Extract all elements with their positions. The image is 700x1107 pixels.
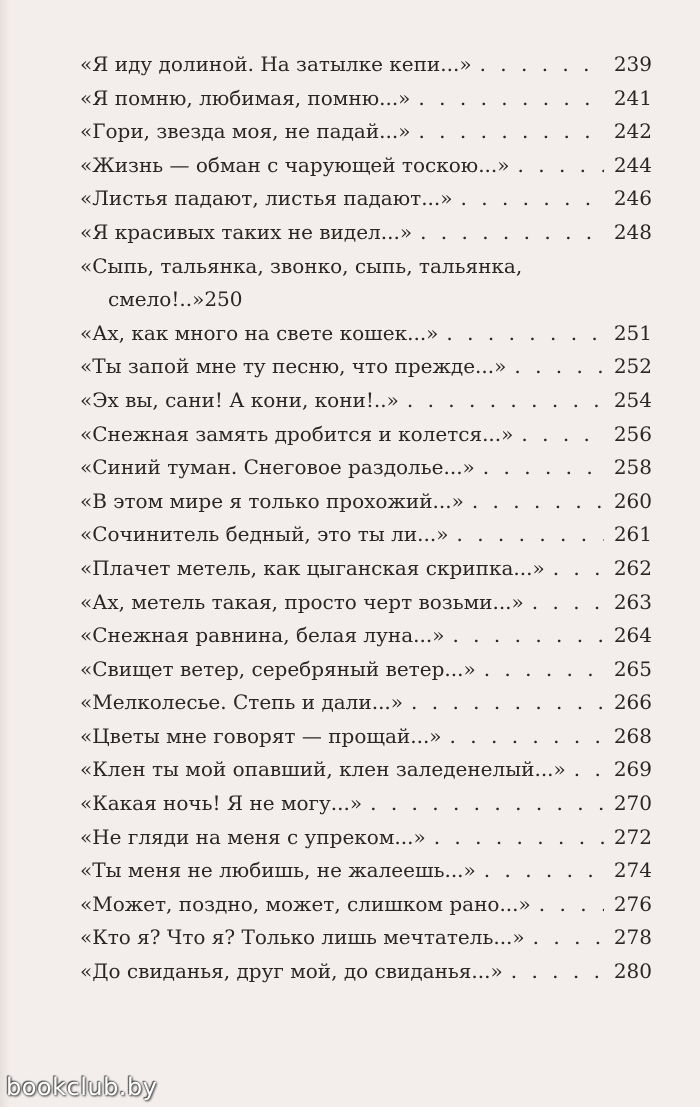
toc-entry-page: 280 — [613, 959, 652, 984]
toc-entry-page: 244 — [613, 152, 652, 177]
dot-leader — [480, 48, 604, 82]
toc-entry — [80, 854, 652, 888]
toc-entry-title: «Не гляди на меня с упреком...» — [80, 824, 426, 849]
toc-entry — [80, 787, 652, 821]
toc-entry — [80, 552, 652, 586]
toc-entry-title: «Ах, метель такая, просто черт возьми...» — [80, 589, 524, 614]
toc-entry — [80, 888, 652, 922]
dot-leader — [446, 317, 604, 351]
toc-entry — [80, 48, 652, 82]
toc-entry-page: 248 — [613, 219, 652, 244]
toc-entry-page: 262 — [613, 555, 652, 580]
toc-entry-page: 254 — [613, 387, 652, 412]
toc-entry-page: 258 — [613, 455, 652, 480]
toc-entry — [80, 619, 652, 653]
toc-entry — [80, 720, 652, 754]
dot-leader — [418, 82, 604, 116]
toc-entry — [80, 250, 652, 317]
dot-leader — [484, 653, 604, 687]
toc-entry-title-line1: «Сыпь, тальянка, звонко, сыпь, тальянка, — [80, 253, 523, 278]
toc-entry-title: «Какая ночь! Я не могу...» — [80, 791, 363, 816]
page-edge-shadow — [0, 0, 10, 1107]
dot-leader — [420, 216, 604, 250]
toc-entry-title-line2-row — [80, 283, 652, 317]
toc-entry-page: 265 — [613, 656, 652, 681]
toc-entry — [80, 216, 652, 250]
toc-entry-title: «Цветы мне говорят — прощай...» — [80, 723, 442, 748]
dot-leader — [553, 552, 604, 586]
toc-entry-page: 250 — [204, 287, 243, 312]
toc-entry-title: «Свищет ветер, серебряный ветер...» — [80, 656, 476, 681]
toc-entry-title: «Ты меня не любишь, не жалеешь...» — [80, 858, 476, 883]
toc-entry-title: «Плачет метель, как цыганская скрипка...» — [80, 555, 545, 580]
toc-entry-title: «Снежная равнина, белая луна...» — [80, 623, 445, 648]
toc-entry-page: 261 — [613, 522, 652, 547]
toc-entry-page: 260 — [613, 488, 652, 513]
dot-leader — [434, 821, 604, 855]
dot-leader — [574, 753, 604, 787]
toc-entry-page: 268 — [613, 723, 652, 748]
toc-entry-page: 274 — [613, 858, 652, 883]
dot-leader — [511, 955, 604, 989]
toc-entry — [80, 586, 652, 620]
toc-entry — [80, 317, 652, 351]
toc-entry-title: «Я красивых таких не видел...» — [80, 219, 413, 244]
toc-entry — [80, 451, 652, 485]
toc-entry — [80, 485, 652, 519]
toc-entry-page: 239 — [613, 52, 652, 76]
dot-leader — [532, 586, 604, 620]
toc-entry-title: «Жизнь — обман с чарующей тоскою...» — [80, 152, 510, 177]
dot-leader — [450, 720, 604, 754]
toc-entry-page: 269 — [613, 757, 652, 782]
dot-leader — [472, 485, 604, 519]
toc-entry-page: 246 — [613, 186, 652, 211]
toc-entry — [80, 686, 652, 720]
dot-leader — [452, 619, 604, 653]
toc-entry-title: «Клен ты мой опавший, клен заледенелый...» — [80, 757, 566, 782]
dot-leader — [418, 115, 604, 149]
toc-entry-page: 241 — [613, 85, 652, 110]
dot-leader — [456, 518, 604, 552]
toc-entry-page: 251 — [613, 320, 652, 345]
toc-entry-page: 263 — [613, 589, 652, 614]
toc-entry — [80, 115, 652, 149]
dot-leader — [370, 787, 604, 821]
toc-entry-title-line2: смело!..» — [108, 287, 205, 312]
dot-leader — [461, 182, 604, 216]
dot-leader — [518, 149, 604, 183]
toc-entry-title: «Сочинитель бедный, это ты ли...» — [80, 522, 449, 547]
toc-entry-title: «Мелколесье. Степь и дали...» — [80, 690, 404, 715]
toc-entry — [80, 955, 652, 989]
toc-entry-page: 270 — [613, 791, 652, 816]
toc-entry-page: 272 — [613, 824, 652, 849]
dot-leader — [514, 350, 604, 384]
toc-entry-page: 266 — [613, 690, 652, 715]
toc-entry — [80, 149, 652, 183]
toc-entry — [80, 653, 652, 687]
toc-entry-title: «Кто я? Что я? Только лишь мечтатель...» — [80, 925, 525, 950]
toc-entry — [80, 753, 652, 787]
toc-entry — [80, 418, 652, 452]
dot-leader — [407, 384, 604, 418]
dot-leader — [533, 921, 604, 955]
toc-entry-title: «Может, поздно, может, слишком рано...» — [80, 891, 531, 916]
dot-leader — [539, 888, 604, 922]
toc-entry-title: «Листья падают, листья падают...» — [80, 186, 453, 211]
toc-entry-title: «Снежная замять дробится и колется...» — [80, 421, 514, 446]
toc-entry — [80, 384, 652, 418]
toc-entry-title: «Ах, как много на свете кошек...» — [80, 320, 439, 345]
toc-entry-page: 278 — [613, 925, 652, 950]
toc-entry — [80, 82, 652, 116]
toc-entry-page: 242 — [613, 119, 652, 144]
toc-entry — [80, 821, 652, 855]
dot-leader — [484, 854, 604, 888]
toc-entry-page: 276 — [613, 891, 652, 916]
toc-entry — [80, 182, 652, 216]
toc-entry-page: 256 — [613, 421, 652, 446]
dot-leader — [411, 686, 604, 720]
dot-leader — [483, 451, 604, 485]
toc-entry — [80, 350, 652, 384]
table-of-contents — [80, 48, 652, 989]
toc-entry-title: «Я иду долиной. На затылке кепи...» — [80, 52, 472, 76]
toc-entry — [80, 518, 652, 552]
toc-entry-title: «Синий туман. Снеговое раздолье...» — [80, 455, 475, 480]
toc-entry-title: «Гори, звезда моя, не падай...» — [80, 119, 411, 144]
toc-entry-title: «До свиданья, друг мой, до свиданья...» — [80, 959, 503, 984]
toc-entry-title: «Ты запой мне ту песню, что прежде...» — [80, 354, 507, 379]
toc-entry-page: 264 — [613, 623, 652, 648]
toc-entry-title: «Эх вы, сани! А кони, кони!..» — [80, 387, 399, 412]
toc-entry-title: «Я помню, любимая, помню...» — [80, 85, 411, 110]
toc-entry-page: 252 — [613, 354, 652, 379]
toc-entry-title: «В этом мире я только прохожий...» — [80, 488, 464, 513]
toc-entry — [80, 921, 652, 955]
dot-leader — [521, 418, 604, 452]
watermark-text: bookclub.by — [6, 1073, 158, 1101]
